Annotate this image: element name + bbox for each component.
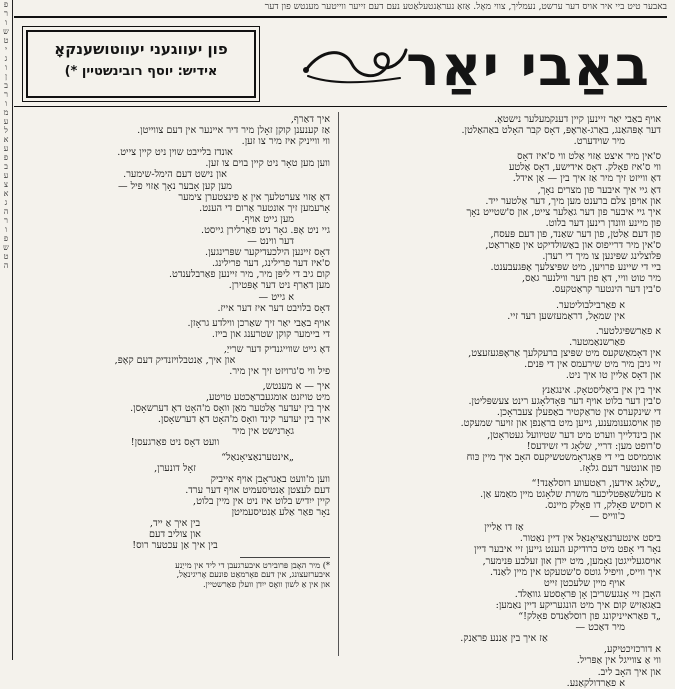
poem-line: איך בין יעדער קינד וואָס מ'האָט דאָ דערשאָסן.: [157, 414, 330, 426]
poem-line: ס'אין מיר איצט אַזוי אַלט ווי ס'איז דאָס: [517, 151, 661, 163]
poem-line: און איך האָב ליב.: [597, 666, 661, 678]
poem-line: מיר שוידערט.: [573, 136, 625, 148]
poem-line: א פאַרדולקאַנע.: [566, 677, 625, 689]
poem-line: אויף באַבי יאַר זיינען קיין דענקמעלער נישטאָ.: [494, 114, 661, 125]
poem-line: דאָ אַזוי צערטלעך אין אַ פינצטערן צימער: [178, 191, 330, 203]
poem-line: פון מיינע ווונדן רינען דער בלוט.: [545, 217, 661, 229]
poem-line: גיי ניט אָפּ. גאָר ניט פאַרלירן גייסט.: [201, 224, 330, 236]
poem-line: אָרעמען זיך אונטער אַרום די הענט.: [199, 202, 330, 214]
footnote-line: *) מיר האָבן פּרובירט איבערגעבן די ליד אין מייַנע: [175, 559, 330, 570]
poem-line: נאָר די אָפט מיט ברודיקע הענט גייען זיי איבער דיין: [474, 544, 661, 556]
poem-line: דאָ גיי איך איבער פון מצרים נאָך,: [537, 184, 661, 196]
poem-line: אַז דו אַליין: [484, 522, 524, 534]
left-edge-text: פ ר ו ש ט י ג ו ן ב ר ו מ ע ל א ע פ ב ע צ א ג ה ר ו פ ש ט ה: [0, 0, 13, 660]
poem-line: איך דאַרף,: [290, 114, 330, 125]
poem-line: איך ווייס, וויפיל גוטס ס'שטעקט אין מיין לאַנד.: [489, 566, 661, 578]
poem-line: און נישט דעם הימל-שימער.: [123, 169, 227, 181]
poem-line: איך — א מענטש,: [262, 381, 330, 393]
poem-line: בין איך אַ ייד,: [149, 518, 201, 530]
poem-line: אויסגעלייגטן נאָמען, מיט ייִדן און זעלבע פּנימער,: [482, 555, 661, 567]
top-text-strip: באבער טיט ביי איר אויס דער ערשט, נעמליך, צווי מאָל. אַזאַ נעראַנטעלאַטע נעם דעם זייער ווייטער מענטש פון דער: [264, 2, 667, 12]
column-divider: [338, 112, 339, 656]
poem-line: וועט דאָס ניט פאַרגעסן!: [130, 436, 220, 448]
poem-line: ווען מ'וועט באַגראָבן אויף אייביק: [210, 473, 330, 485]
poem-line: ביי די שיינע פרויען, מיט שפּיצלעך אָפּגעבענט.: [490, 262, 661, 274]
poem-line: ס'בין דער בלוט אויף דער פּאָדלאָגע רינט צעשפּליטן.: [468, 396, 661, 408]
poem-line: פון אויסגענומענע, גייען מיט בראַנפן און זויער שמעקט.: [460, 418, 661, 430]
poem-line: פון אונטער דעם גלאָז.: [579, 462, 661, 474]
poem-line: מען דאַרף ניט דער אָפּטירן.: [228, 280, 330, 292]
poem-line: איך גיי איבער פון דער גאַלער צייט, און ס'שטייט נאָך: [466, 206, 661, 218]
poem-line: האָבן זיי אָנגעשריבן אָן פּראָסטע גוואַלד.: [514, 588, 661, 600]
poem-line: כ'ווייס —: [589, 511, 625, 523]
poem-line: מיט טויזנט אומגעבראַכטע טויטע,: [205, 392, 330, 404]
poem-line: פאַרשנאַמטער.: [569, 336, 625, 348]
byline-author: פון יעווגעני יעווטושענקאָ: [54, 40, 228, 58]
poem-line: ווי ס'איז פאָלק. דאָס אידישע, דאָס אַלטע: [508, 162, 661, 174]
poem-line: א מעלשאַפּטליכער משרת שלאָגט מיין מאַמע אַן.: [480, 489, 661, 500]
poem-line: אַז קענענן קוקן זאָלן מיר דיר איינער אין דעם צווייטן.: [137, 125, 330, 137]
poem-line: ווי ווייניק איז מיר צו זען.: [241, 136, 330, 148]
poem-line: ס'אין מיר דרייפוס און באַשולדיקט אין פאַרראַט,: [485, 240, 661, 252]
poem-line: ס'רופט מען: דריי, שלאָג די זשידעס!: [526, 440, 661, 452]
poem-line: און צוליב דעם: [149, 529, 201, 541]
poem-line: „ד פאַראייניקונג פון רוסלאַנדס פאָלק!“: [518, 611, 661, 623]
poem-line: מיר טוט וויי, דאָ פון דער ווילנער גאַס,: [522, 273, 661, 285]
poem-line: „שלאָג אידען, ראַטעווע רוסלאַנד!“: [531, 477, 661, 489]
poem-line: איך בין אין ביאַליסטאָק. אינגאַנץ: [541, 385, 661, 397]
poem-column-left: [20, 114, 330, 654]
header-bottom-rule: [14, 106, 667, 107]
poem-line: ווי אַ צווייגל אין אַפּריל.: [576, 655, 661, 667]
footnote-line: איבערזעצונג, אין דעם פאָרמאַט פונעם אָריגינאַל,: [176, 569, 330, 580]
poem-line: אויף באַבי יאַר זיך שאַרכן ווילדע גראָזן.: [187, 317, 330, 329]
poem-line: א גייט —: [258, 291, 294, 303]
poem-line: זאָל דונערן,: [154, 462, 196, 474]
poem-line: און אויפן צלם ברענט מען מיך, דער אַלטער ייד.: [485, 195, 661, 207]
poem-line: פיל ווי ס'גרויזט זיך אין מיר.: [229, 366, 330, 378]
poem-line: די ביימער קוקן שטרענג און בייז.: [211, 328, 330, 340]
poem-line: מיר דאַכט —: [575, 622, 625, 634]
poem-column-right: [347, 114, 661, 689]
poem-line: דאָ גייט שווייגנדיק דער שרייַ,: [223, 343, 330, 355]
poem-line: א פאַרשפּיגלטער.: [595, 325, 661, 337]
poem-line: און איך, אַנטבלויזנדיק דעם קאָפּ,: [114, 354, 236, 366]
poem-line: אויף מיין שלעכטן זייט: [543, 577, 625, 589]
poem-line: קום גיב די ליפּן מיר, מיר זיינען פאַרבלענדט.: [168, 269, 330, 281]
footnote-rule: [240, 557, 330, 558]
poem-line: מען קען אָבער נאָך אַזוי פיל —: [117, 180, 232, 192]
poem-line: באַגאַזיש קום איך מיט הונגעריקע דיין נאַמען:: [495, 599, 661, 611]
poem-line: ס'בין דער הינטער קראַטקעס.: [551, 284, 661, 296]
poem-line: זיי גיבן מיר מיט שירעמס אין די פּנים.: [524, 358, 661, 370]
poem-line: נאָר פאַר אַלע אַנטיסעמיטן: [231, 507, 330, 519]
poem-line: קיין ייִדיש בלוט איז ניט אין מיין בלוט,: [193, 496, 330, 508]
poem-line: די שינקערס אין טראַקטיר באַפעלן צעבראָכן.: [496, 407, 661, 419]
poem-line: און דאָס אַליין טו איך ניט.: [565, 370, 661, 382]
poem-line: אונדז בלייבט שוין ניט קיין צייט.: [117, 147, 233, 159]
poem-line: פון דעם אַלטן, פון דער שאַנד, פון דעם פּעסח,: [490, 228, 661, 240]
poem-line: ס'איז דער פרילינג, דער פרילינג.: [212, 258, 330, 270]
headline-title: באַבי יאַר: [405, 34, 651, 99]
poem-line: דעם לעצטן אַנטיסעמיט אויף דער ערד.: [185, 485, 330, 496]
byline-translator: אידיש: יוסף רובינשטיין *): [64, 64, 218, 79]
poem-line: ביסט אינטערנאַציאָנאַל אין דיין נאַטור.: [519, 533, 661, 545]
poem-line: פּלוצלינג שפּינען צו מיך די רעדן.: [542, 251, 661, 263]
poem-line: אין שמאָל, דראַמעזשען רעד זיי.: [507, 310, 625, 322]
poem-line: איך בין יעדער אַלטער מאַן וואָס מ'האָט דאָ דערשאָסן.: [130, 403, 330, 415]
footnote-line: און אין אַ לשון וואָס ייִדן וועלן פאַרשטיין.: [203, 578, 330, 589]
poem-line: דאָס זיינען הילכעדיקער שפּרינגען.: [205, 247, 330, 259]
poem-line: אַז איך בין אַננע פראַנק.: [460, 633, 548, 645]
poem-line: א פאַרבילבוליטער.: [556, 299, 625, 311]
poem-line: א רוסיש פאָלק, דו פאָלק מיינס.: [544, 500, 661, 512]
poem-line: גאָרנישט אין מיר: [232, 425, 294, 437]
poem-line: „אינטערנאַציאָנאַל“: [221, 451, 294, 463]
poem-line: דאָ ווייזט זיך מיר אַז איך בין — אַן אידל.: [512, 173, 661, 185]
poem-line: דער ווינט —: [247, 236, 294, 248]
poem-line: ווען מען טאָר ניט קיין בוים צו זען.: [205, 158, 330, 170]
poem-line: א דורכזיכטיקע,: [603, 644, 661, 656]
poem-line: דער אָפּהאַנג, באַרג-אַראָפּ, דאָס קבר האָלט באַהאַלטן.: [461, 125, 661, 137]
poem-line: אוממיסט ביי די פּאַגראָמשטשיקעס האָב איך מיין כּוח: [466, 451, 661, 463]
poem-line: און בינדלייך ווערט מיט דער שטיוועל געטראָטן,: [487, 429, 661, 441]
header-top-rule: [14, 16, 667, 18]
flourish-ornament: [300, 40, 410, 92]
author-byline-box: [26, 30, 256, 98]
poem-line: בין איך אַן עכטער רוס!: [132, 540, 218, 552]
poem-line: מען גייט אויף.: [241, 213, 294, 225]
poem-line: אין דאָמאַשקעס מיט שפּיצן ברעקלעך אַראָפּגעזעצט,: [468, 347, 661, 359]
poem-line: דאָס בלויבט דער איז דער אייז.: [217, 302, 330, 314]
